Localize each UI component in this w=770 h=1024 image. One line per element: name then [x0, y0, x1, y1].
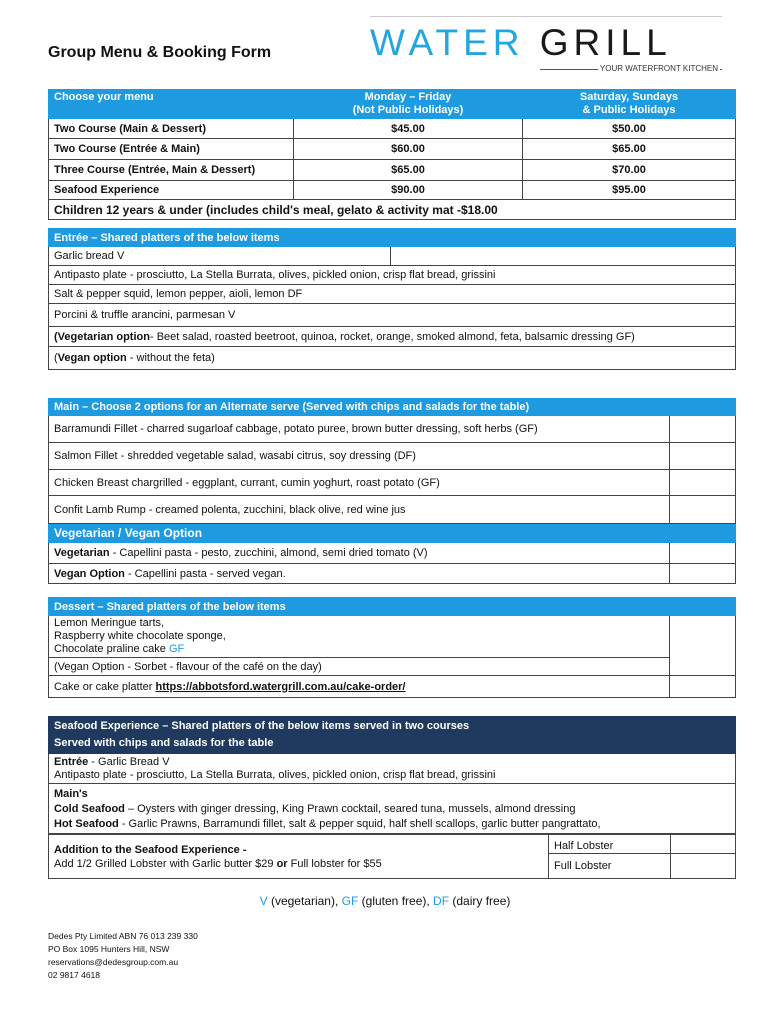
- entree-item: Porcini & truffle arancini, parmesan V: [49, 304, 736, 327]
- main-qty-cell[interactable]: [670, 543, 736, 564]
- menu-option-name: Three Course (Entrée, Main & Dessert): [49, 160, 294, 181]
- weekend-price: $65.00: [523, 139, 736, 160]
- children-menu: Children 12 years & under (includes child's meal, gelato & activity mat -$18.00: [49, 200, 736, 220]
- vegan-label: Vegan option: [57, 352, 127, 364]
- cake-qty-cell[interactable]: [670, 676, 736, 698]
- main-item: Chicken Breast chargrilled - eggplant, currant, cumin yoghurt, roast potato (GF): [49, 470, 670, 496]
- entree-header: [49, 229, 736, 247]
- weekday-heading: [294, 90, 523, 119]
- weekend-label: Saturday, Sundays: [579, 91, 679, 103]
- seafood-entree-label: Entrée: [54, 755, 89, 768]
- cold-seafood-text: – Oysters with ginger dressing, King Prawn cocktail, seared tuna, mussels, almond dressing: [124, 803, 576, 815]
- main-row[interactable]: [49, 443, 736, 470]
- weekend-note: & Public Holidays: [582, 104, 676, 116]
- entree-table: [48, 228, 736, 370]
- menu-option-row[interactable]: [49, 139, 736, 160]
- main-qty-cell[interactable]: [670, 443, 736, 470]
- main-veg-option: [49, 543, 670, 564]
- menu-option-name: Two Course (Entrée & Main): [49, 139, 294, 160]
- main-row[interactable]: [49, 496, 736, 524]
- main-item: Salmon Fillet - shredded vegetable salad, wasabi citrus, soy dressing (DF): [49, 443, 670, 470]
- full-lobster-label: Full Lobster: [549, 854, 671, 879]
- main-qty-cell[interactable]: [670, 496, 736, 524]
- hot-seafood-text: - Garlic Prawns, Barramundi fillet, salt & pepper squid, half shell scallops, garlic butter pangrattato,: [118, 818, 601, 830]
- seafood-heading-line1: Seafood Experience – Shared platters of the below items served in two courses: [54, 720, 470, 732]
- entree-veg-row[interactable]: [49, 327, 736, 347]
- vegan-open: (: [54, 352, 58, 364]
- seafood-antipasto: Antipasto plate - prosciutto, La Stella Burrata, olives, pickled onion, crisp flat bread, grissini: [54, 768, 496, 781]
- main-row[interactable]: [49, 470, 736, 496]
- entree-row[interactable]: [49, 285, 736, 304]
- dietary-legend: [0, 894, 770, 908]
- entree-row[interactable]: [49, 266, 736, 285]
- entree-row[interactable]: [49, 304, 736, 327]
- weekend-price: $70.00: [523, 160, 736, 181]
- main-veg-header: [49, 524, 736, 543]
- dessert-item-name: Chocolate praline cake: [54, 643, 169, 655]
- legend-v-text: (vegetarian),: [267, 894, 342, 908]
- cake-option: [49, 676, 670, 698]
- half-lobster-label: Half Lobster: [549, 835, 671, 854]
- dessert-item: Raspberry white chocolate sponge,: [54, 630, 226, 642]
- full-lobster-qty[interactable]: [671, 854, 736, 879]
- main-vegan-row[interactable]: [49, 564, 736, 584]
- seafood-table: [48, 716, 736, 834]
- dessert-qty-cell[interactable]: [670, 616, 736, 676]
- entree-row[interactable]: [49, 247, 736, 266]
- main-vegan-option: [49, 564, 670, 584]
- cake-order-link[interactable]: https://abbotsford.watergrill.com.au/cake-order/: [155, 680, 406, 693]
- dessert-item: Lemon Meringue tarts,: [54, 617, 165, 629]
- choose-menu-heading: Choose your menu: [49, 90, 294, 119]
- weekday-price: $60.00: [294, 139, 523, 160]
- seafood-mains-row[interactable]: [49, 784, 736, 834]
- entree-veg-option: [49, 327, 736, 347]
- entree-item: Garlic bread V: [49, 247, 391, 266]
- weekday-price: $90.00: [294, 181, 523, 200]
- main-qty-cell[interactable]: [670, 416, 736, 443]
- logo-wordmark: [370, 22, 672, 64]
- half-lobster-qty[interactable]: [671, 835, 736, 854]
- entree-item: Salt & pepper squid, lemon pepper, aioli, lemon DF: [49, 285, 736, 304]
- main-heading: Main – Choose 2 options for an Alternate serve (Served with chips and salads for the table): [49, 399, 736, 416]
- menu-choice-header: [49, 90, 736, 119]
- full-lobster-offer: Full lobster for $55: [287, 858, 382, 870]
- lobster-addition: [49, 835, 549, 879]
- menu-option-row[interactable]: [49, 119, 736, 139]
- dessert-vegan-row[interactable]: [49, 658, 736, 676]
- main-header: [49, 399, 736, 416]
- main-item: Confit Lamb Rump - creamed polenta, zucchini, black olive, red wine jus: [49, 496, 670, 524]
- weekday-label: Monday – Friday: [364, 91, 452, 103]
- watergrill-logo: [370, 16, 722, 76]
- lobster-addition-title: Addition to the Seafood Experience -: [54, 844, 247, 856]
- weekday-price: $65.00: [294, 160, 523, 181]
- company-phone: 02 9817 4618: [48, 970, 100, 980]
- seafood-mains: [49, 784, 736, 834]
- seafood-mains-label: Main's: [54, 788, 88, 800]
- entree-checkbox[interactable]: [391, 247, 736, 266]
- cold-seafood-line: [54, 802, 730, 817]
- legend-v: V: [259, 894, 268, 908]
- seafood-entree-text: - Garlic Bread V: [88, 755, 170, 768]
- logo-tagline: YOUR WATERFRONT KITCHEN: [599, 64, 718, 73]
- logo-grill: GRILL: [539, 22, 672, 63]
- main-veg-label: Vegetarian: [54, 547, 110, 559]
- main-qty-cell[interactable]: [670, 470, 736, 496]
- main-veg-text: - Capellini pasta - pesto, zucchini, almond, semi dried tomato (V): [109, 547, 428, 559]
- legend-df-text: (dairy free): [449, 894, 511, 908]
- weekday-price: $45.00: [294, 119, 523, 139]
- lobster-table: [48, 834, 736, 879]
- seafood-heading-line2: Served with chips and salads for the table: [54, 737, 274, 749]
- weekend-price: $50.00: [523, 119, 736, 139]
- logo-water: WATER: [370, 22, 525, 63]
- company-footer: [48, 930, 198, 982]
- vegan-text: - without the feta): [126, 352, 215, 364]
- legend-df: DF: [433, 894, 450, 908]
- dessert-item: [54, 643, 664, 656]
- menu-option-name: Two Course (Main & Dessert): [49, 119, 294, 139]
- veg-text: - Beet salad, roasted beetroot, quinoa, rocket, orange, smoked almond, feta, balsamic dressing GF): [149, 330, 635, 343]
- veg-label: (Vegetarian option: [54, 330, 150, 343]
- main-vegan-text: - Capellini pasta - served vegan.: [124, 567, 286, 580]
- main-row[interactable]: [49, 416, 736, 443]
- weekday-note: (Not Public Holidays): [352, 104, 464, 116]
- entree-vegan-option: [49, 347, 736, 370]
- menu-choice-table: [48, 89, 736, 220]
- lobster-addition-text: [54, 857, 543, 871]
- menu-option-row[interactable]: [49, 181, 736, 200]
- dessert-header: [49, 598, 736, 616]
- cold-seafood-label: Cold Seafood: [54, 803, 125, 815]
- seafood-entree-line: [54, 756, 730, 769]
- dessert-items: [49, 616, 670, 658]
- cake-row[interactable]: [49, 676, 736, 698]
- main-vegan-label: Vegan Option: [54, 567, 125, 580]
- entree-vegan-row[interactable]: [49, 347, 736, 370]
- or-text: or: [276, 858, 288, 870]
- seafood-entree: [49, 754, 736, 784]
- menu-option-name: Seafood Experience: [49, 181, 294, 200]
- legend-gf-text: (gluten free),: [358, 894, 434, 908]
- dessert-table: [48, 597, 736, 698]
- seafood-header: [49, 717, 736, 754]
- main-qty-cell[interactable]: [670, 564, 736, 584]
- hot-seafood-label: Hot Seafood: [54, 818, 119, 830]
- children-row[interactable]: [49, 200, 736, 220]
- main-item: Barramundi Fillet - charred sugarloaf cabbage, potato puree, brown butter dressing, soft herbs (GF): [49, 416, 670, 443]
- legend-gf: GF: [341, 894, 359, 908]
- company-abn: Dedes Pty Limited ABN 76 013 239 330: [48, 931, 198, 941]
- page-title: Group Menu & Booking Form: [48, 44, 272, 61]
- dessert-row[interactable]: [49, 616, 736, 658]
- main-table: [48, 398, 736, 584]
- dessert-heading: Dessert – Shared platters of the below items: [49, 598, 736, 616]
- dessert-vegan-option: (Vegan Option - Sorbet - flavour of the café on the day): [49, 658, 670, 676]
- logo-divider: [370, 16, 722, 17]
- seafood-heading: [49, 717, 736, 754]
- half-lobster-offer: Add 1/2 Grilled Lobster with Garlic butter $29: [54, 858, 277, 870]
- veg-vegan-heading: Vegetarian / Vegan Option: [49, 524, 736, 543]
- weekend-price: $95.00: [523, 181, 736, 200]
- entree-item: Antipasto plate - prosciutto, La Stella Burrata, olives, pickled onion, crisp flat bread, grissini: [49, 266, 736, 285]
- half-lobster-row[interactable]: [49, 835, 736, 854]
- company-address: PO Box 1095 Hunters Hill, NSW: [48, 944, 170, 954]
- entree-heading: Entrée – Shared platters of the below items: [49, 229, 736, 247]
- company-email: reservations@dedesgroup.com.au: [48, 957, 179, 967]
- gf-tag: GF: [168, 643, 185, 655]
- hot-seafood-line: [54, 817, 730, 832]
- cake-label: Cake or cake platter: [54, 680, 156, 693]
- seafood-entree-row[interactable]: [49, 754, 736, 784]
- weekend-heading: [523, 90, 736, 119]
- main-veg-row[interactable]: [49, 543, 736, 564]
- menu-option-row[interactable]: [49, 160, 736, 181]
